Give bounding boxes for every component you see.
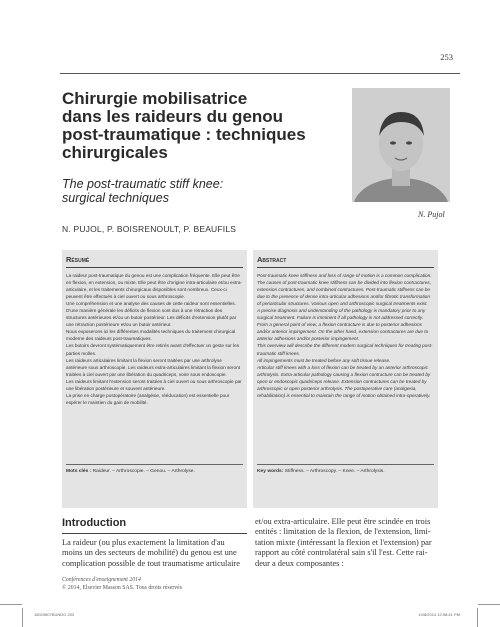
resume-keywords-rule	[66, 464, 243, 465]
resume-text	[66, 272, 243, 406]
crop-mark	[478, 604, 500, 605]
abstract-heading: Abstract	[257, 255, 287, 264]
english-title	[62, 177, 322, 205]
body-line: moins un des secteurs de mobilité) du genou est une	[62, 548, 237, 558]
body-line: et/ou extra-articulaire. Elle peut être scindée en trois	[255, 517, 431, 526]
body-line: deur a deux composantes :	[255, 558, 344, 568]
abstract-heading-rule	[257, 267, 434, 268]
abstract-paragraph: Post-traumatic knee stiffness and loss of range of motion is a common complication. The causes of post-traumatic knee stiffness can be divided into flexion contractures, extension contractures, and combined contractures. Post-traumatic stiffness can be due to the presence of dense intra-articular adhesions and/or fibrotic transformation of periarticular structures. Various open and arthroscopic surgical treatments exist.	[257, 273, 432, 307]
subtitle-line: The post-traumatic stiff knee:	[62, 177, 224, 191]
title-line: Chirurgie mobilisatrice	[62, 89, 248, 108]
resume-paragraph: Les butoirs devront systématiquement être retirés avant d'effectuer un geste sur les parties molles.	[66, 343, 240, 356]
body-line: La raideur (ou plus exactement la limitation d'au	[62, 538, 225, 547]
subtitle-line: surgical techniques	[62, 191, 170, 205]
resume-paragraph: Les raideurs limitant l'extension seront traitées à ciel ouvert ou sous arthroscopie par une libération postérieure et souvent antérieure.	[66, 378, 242, 391]
resume-paragraph: La prise en charge postopératoire (analgésie, rééducation) est essentielle pour espérer le maintien du gain de mobilité.	[66, 392, 230, 405]
resume-box	[62, 250, 247, 508]
crop-mark	[477, 608, 478, 627]
crop-mark	[22, 608, 23, 627]
author-photo	[352, 88, 450, 202]
title-line: chirurgicales	[62, 143, 168, 162]
introduction-rule	[62, 533, 247, 534]
copyright-notice: © 2014, Elsevier Masson SAS. Tous droits réservés	[62, 584, 182, 591]
keywords-label: Mots clés :	[66, 469, 92, 474]
header-rule	[60, 73, 460, 74]
authors-line: N. PUJOL, P. BOISRENOULT, P. BEAUFILS	[62, 224, 237, 234]
resume-heading: Résumé	[66, 255, 90, 264]
introduction-right-column	[255, 517, 445, 569]
print-slug-right: 10/8/2014 12:58:41 PM	[418, 612, 460, 617]
page-footer	[62, 577, 182, 592]
resume-paragraph: Une compréhension et une analyse des causes de cette raideur sont essentielles. D'une manière générale les déficits de flexion sont dus à une rétraction des structures antérieures et/ou un butoir postérieur. Les déficits d'extension plutôt par une rétraction postérieure et/ou un butoir antérieur.	[66, 301, 237, 328]
introduction-heading: Introduction	[62, 517, 127, 529]
abstract-paragraph: Articular stiff knees with a loss of flexion can be treated by an anterior arthroscopic arthrolysis. Extra-articular pathology causing a flexion contracture can be treated by open or endoscopic quadriceps release. Extension contractures can be treated by arthroscopic or open posterior arthrolysis. The postoperative care (analgesia, rehabilitation) is essential to maintain the range of motion obtained intra-operatively.	[257, 364, 431, 398]
body-line: entités : limitation de la flexion, de l'extension, limi-	[255, 527, 431, 537]
resume-paragraph: La raideur post-traumatique du genou est une complication fréquente. Elle peut être en flexion, en extension, ou mixte. Elle peut être d'origine intra-articulaire et/ou extra-articulaire, et les traitements chirurgicaux disponibles sont nombreux. Ceux-ci peuvent être effectués à ciel ouvert ou sous arthroscopie.	[66, 273, 242, 300]
body-line: rapport au côté controlatéral sain s'il l'est. Cette rai-	[255, 548, 428, 558]
abstract-paragraph: A precise diagnosis and understanding of the pathology is mandatory prior to any surgical treatment. Failure is imminent if all pathology is not addressed correctly. From a general point of view, a flexion contracture is due to posterior adhesions and/or anterior impingement. On the other hand, extension contractures are due to anterior adhesions and/or posterior impingement.	[257, 308, 429, 342]
resume-paragraph: Les raideurs articulaires limitant la flexion seront traitées par une arthrolyse antérieure sous arthroscopie. Les raideurs extra-articulaires limitant la flexion seront traitées à ciel ouvert par une libération du quadriceps, voire sous endoscopie.	[66, 357, 241, 377]
resume-paragraph: Nous exposerons ici les différentes modalités techniques du traitement chirurgical moderne des raideurs post-traumatiques.	[66, 329, 236, 342]
print-slug-left: 18029807BUNDO 253	[34, 612, 75, 617]
resume-keywords	[66, 468, 243, 475]
keywords-label: Key words:	[257, 469, 284, 474]
abstract-paragraph: All impingements must be treated before any soft tissue release.	[257, 357, 391, 363]
abstract-box	[253, 250, 438, 508]
keywords-value: Stiffness. – Arthroscopy. – Knee. – Arthrolysis.	[284, 469, 385, 474]
crop-mark	[0, 604, 22, 605]
portrait-image	[352, 88, 450, 202]
abstract-keywords-rule	[257, 464, 434, 465]
title-line: dans les raideurs du genou	[62, 107, 284, 126]
abstract-keywords	[257, 468, 434, 475]
keywords-value: Raideur. – Arthroscopie. – Genou. – Arthrolyse.	[92, 469, 195, 474]
abstract-text	[257, 272, 434, 399]
article-title	[62, 90, 352, 162]
page-number: 253	[440, 52, 453, 62]
journal-name: Conférences d'enseignement 2014	[62, 577, 141, 583]
body-line: tation mixte (intéressant la flexion et l'extension) par	[255, 537, 432, 547]
abstract-paragraph: This overview will describe the different modern surgical techniques for treating post-traumatic stiff knees.	[257, 343, 433, 356]
introduction-left-column	[62, 538, 247, 569]
photo-caption: N. Pujol	[418, 210, 445, 219]
body-line: complication possible de tout traumatisme articulaire	[62, 558, 240, 568]
title-line: post-traumatique : techniques	[62, 125, 306, 144]
resume-heading-rule	[66, 267, 243, 268]
